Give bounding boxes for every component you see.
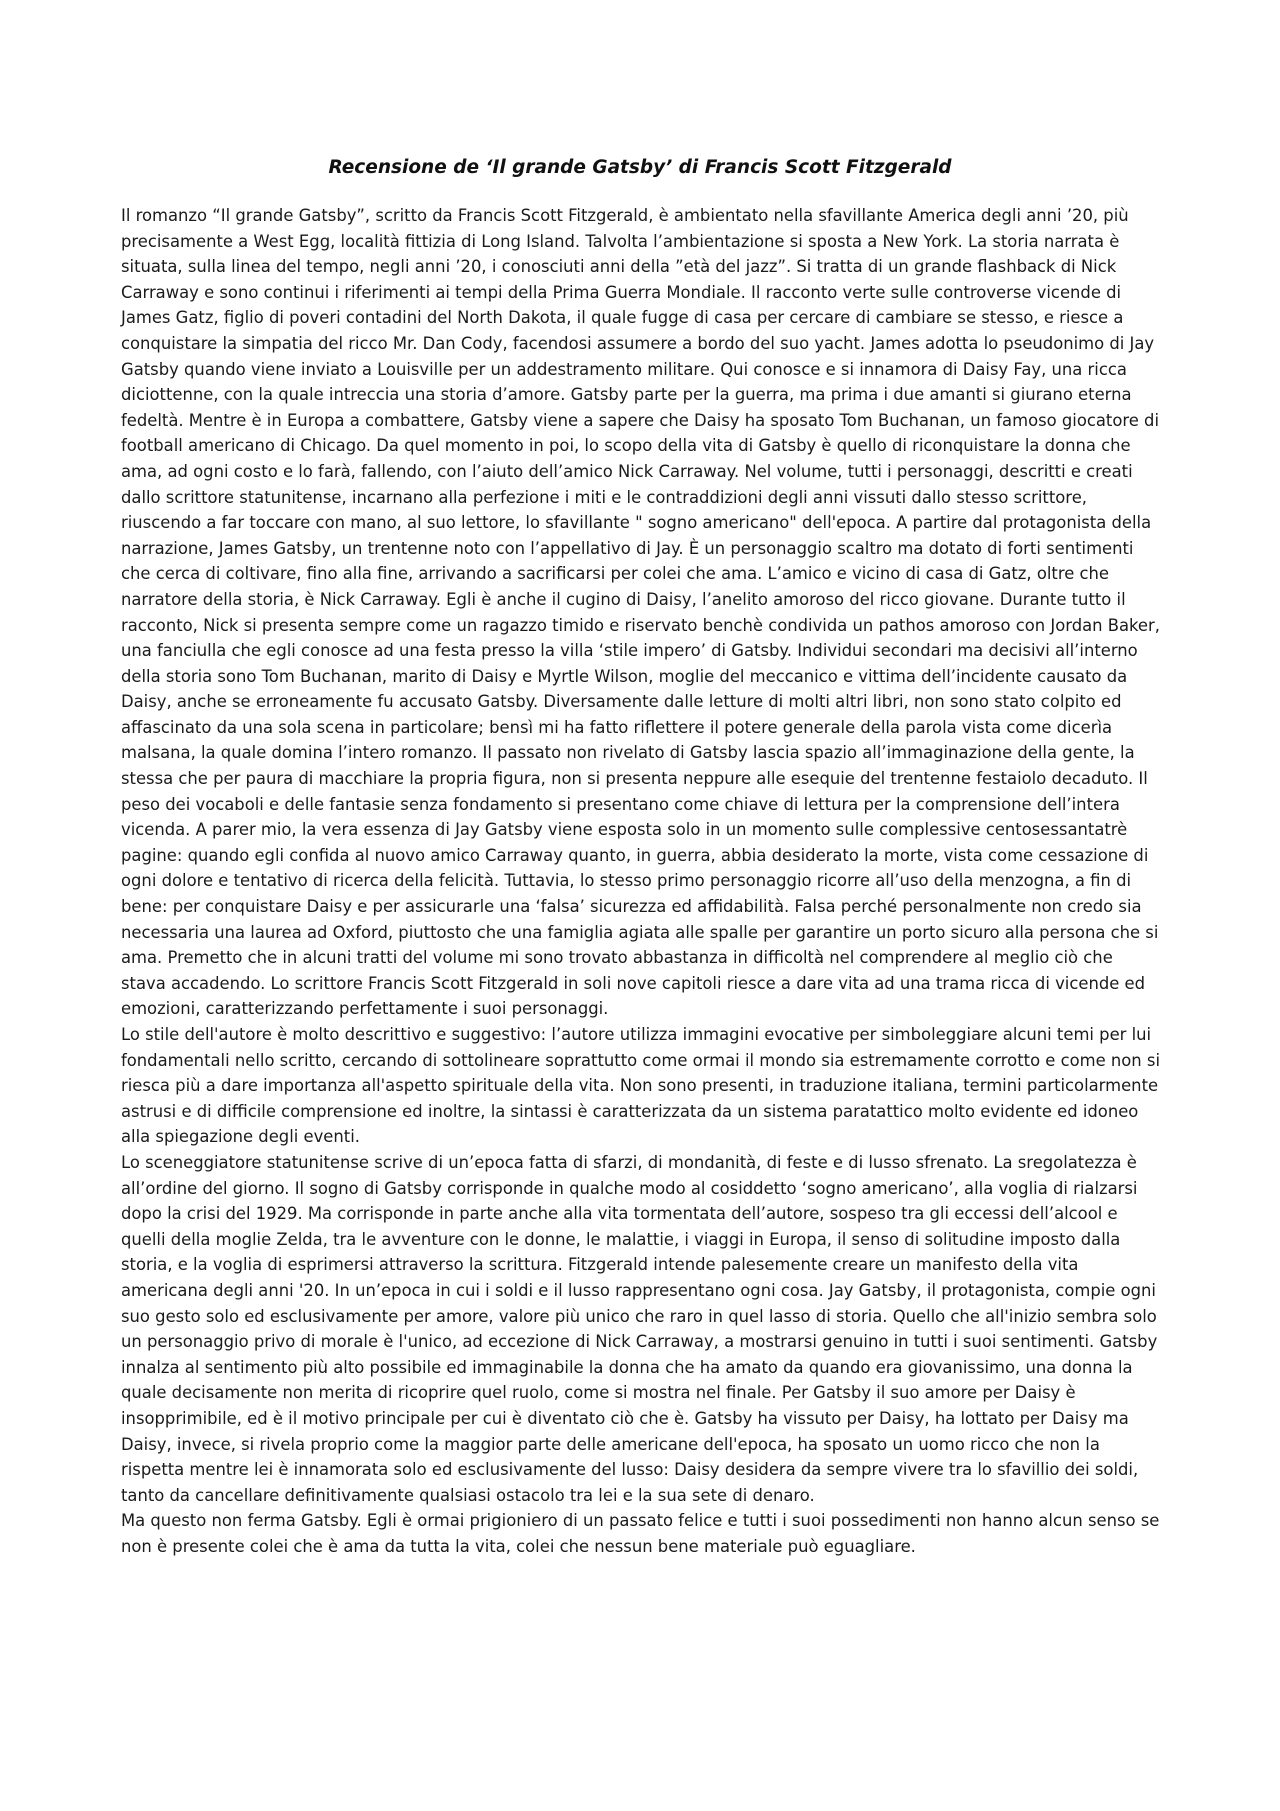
- document-title: Recensione de ‘Il grande Gatsby’ di Francis Scott Fitzgerald: [328, 157, 952, 178]
- paragraph-1: Il romanzo “Il grande Gatsby”, scritto da Francis Scott Fitzgerald, è ambientato nella sfavillante America degli anni ’20, più precisamente a West Egg, località fittizia di Long Island. Talvolta l’ambientazione si sposta a New York. La storia narrata è situata, sulla linea del tempo, negli anni ’20, i conosciuti anni della ”età del jazz”. Si tratta di un grande flashback di Nick Carraway e sono continui i riferimenti ai tempi della Prima Guerra Mondiale. Il racconto verte sulle controverse vicende di James Gatz, figlio di poveri contadini del North Dakota, il quale fugge di casa per cercare di cambiare se stesso, e riesce a conquistare la simpatia del ricco Mr. Dan Cody, facendosi assumere a bordo del suo yacht. James adotta lo pseudonimo di Jay Gatsby quando viene inviato a Louisville per un addestramento militare. Qui conosce e si innamora di Daisy Fay, una ricca diciottenne, con la quale intreccia una storia d’amore. Gatsby parte per la guerra, ma prima i due amanti si giurano eterna fedeltà. Mentre è in Europa a combattere, Gatsby viene a sapere che Daisy ha sposato Tom Buchanan, un famoso giocatore di football americano di Chicago. Da quel momento in poi, lo scopo della vita di Gatsby è quello di riconquistare la donna che ama, ad ogni costo e lo farà, fallendo, con l’aiuto dell’amico Nick Carraway. Nel volume, tutti i personaggi, descritti e creati dallo scrittore statunitense, incarnano alla perfezione i miti e le contraddizioni degli anni vissuti dallo stesso scrittore, riuscendo a far toccare con mano, al suo lettore, lo sfavillante " sogno americano" dell'epoca. A partire dal protagonista della narrazione, James Gatsby, un trentenne noto con l’appellativo di Jay. È un personaggio scaltro ma dotato di forti sentimenti che cerca di coltivare, fino alla fine, arrivando a sacrificarsi per colei che ama. L’amico e vicino di casa di Gatz, oltre che narratore della storia, è Nick Carraway. Egli è anche il cugino di Daisy, l’anelito amoroso del ricco giovane. Durante tutto il racconto, Nick si presenta sempre come un ragazzo timido e riservato benchè condivida un pathos amoroso con Jordan Baker, una fanciulla che egli conosce ad una festa presso la villa ‘stile impero’ di Gatsby. Individui secondari ma decisivi all’interno della storia sono Tom Buchanan, marito di Daisy e Myrtle Wilson, moglie del meccanico e vittima dell’incidente causato da Daisy, anche se erroneamente fu accusato Gatsby. Diversamente dalle letture di molti altri libri, non sono stato colpito ed affascinato da una sola scena in particolare; bensì mi ha fatto riflettere il potere generale della parola vista come dicerìa malsana, la quale domina l’intero romanzo. Il passato non rivelato di Gatsby lascia spazio all’immaginazione della gente, la stessa che per paura di macchiare la propria figura, non si presenta neppure alle esequie del trentenne festaiolo decaduto. Il peso dei vocaboli e delle fantasie senza fondamento si presentano come chiave di lettura per la comprensione dell’intera vicenda. A parer mio, la vera essenza di Jay Gatsby viene esposta solo in un momento sulle complessive centosessantatrè pagine: quando egli confida al nuovo amico Carraway quanto, in guerra, abbia desiderato la morte, vista come cessazione di ogni dolore e tentativo di ricerca della felicità. Tuttavia, lo stesso primo personaggio ricorre all’uso della menzogna, a fin di bene: per conquistare Daisy e per assicurarle una ‘falsa’ sicurezza ed affidabilità. Falsa perché personalmente non credo sia necessaria una laurea ad Oxford, piuttosto che una famiglia agiata alle spalle per garantire un porto sicuro alla persona che si ama. Premetto che in alcuni tratti del volume mi sono trovato abbastanza in difficoltà nel comprendere al meglio ciò che stava accadendo. Lo scrittore Francis Scott Fitzgerald in soli nove capitoli riesce a dare vita ad una trama ricca di vicende ed emozioni, caratterizzando perfettamente i suoi personaggi.: [121, 206, 1160, 1019]
- paragraph-4: Ma questo non ferma Gatsby. Egli è ormai prigioniero di un passato felice e tutti i suoi possedimenti non hanno alcun senso se non è presente colei che è ama da tutta la vita, colei che nessun bene materiale può eguagliare.: [121, 1511, 1160, 1556]
- paragraph-3: Lo sceneggiatore statunitense scrive di un’epoca fatta di sfarzi, di mondanità, di feste e di lusso sfrenato. La sregolatezza è all’ordine del giorno. Il sogno di Gatsby corrisponde in qualche modo al cosiddetto ‘sogno americano’, alla voglia di rialzarsi dopo la crisi del 1929. Ma corrisponde in parte anche alla vita tormentata dell’autore, sospeso tra gli eccessi dell’alcool e quelli della moglie Zelda, tra le avventure con le donne, le malattie, i viaggi in Europa, il senso di solitudine imposto dalla storia, e la voglia di esprimersi attraverso la scrittura. Fitzgerald intende palesemente creare un manifesto della vita americana degli anni '20. In un’epoca in cui i soldi e il lusso rappresentano ogni cosa. Jay Gatsby, il protagonista, compie ogni suo gesto solo ed esclusivamente per amore, valore più unico che raro in quel lasso di storia. Quello che all'inizio sembra solo un personaggio privo di morale è l'unico, ad eccezione di Nick Carraway, a mostrarsi genuino in tutti i suoi sentimenti. Gatsby innalza al sentimento più alto possibile ed immaginabile la donna che ha amato da quando era giovanissimo, una donna la quale decisamente non merita di ricoprire quel ruolo, come si mostra nel finale. Per Gatsby il suo amore per Daisy è insopprimibile, ed è il motivo principale per cui è diventato ciò che è. Gatsby ha vissuto per Daisy, ha lottato per Daisy ma Daisy, invece, si rivela proprio come la maggior parte delle americane dell'epoca, ha sposato un uomo ricco che non la rispetta mentre lei è innamorata solo ed esclusivamente del lusso: Daisy desidera da sempre vivere tra lo sfavillio dei soldi, tanto da cancellare definitivamente qualsiasi ostacolo tra lei e la sua sete di denaro.: [121, 1152, 1158, 1505]
- document-body: [121, 203, 1161, 1559]
- paragraph-2: Lo stile dell'autore è molto descrittivo e suggestivo: l’autore utilizza immagini evocative per simboleggiare alcuni temi per lui fondamentali nello scritto, cercando di sottolineare soprattutto come ormai il mondo sia estremamente corrotto e come non si riesca più a dare importanza all'aspetto spirituale della vita. Non sono presenti, in traduzione italiana, termini particolarmente astrusi e di difficile comprensione ed inoltre, la sintassi è caratterizzata da un sistema paratattico molto evidente ed idoneo alla spiegazione degli eventi.: [121, 1025, 1161, 1147]
